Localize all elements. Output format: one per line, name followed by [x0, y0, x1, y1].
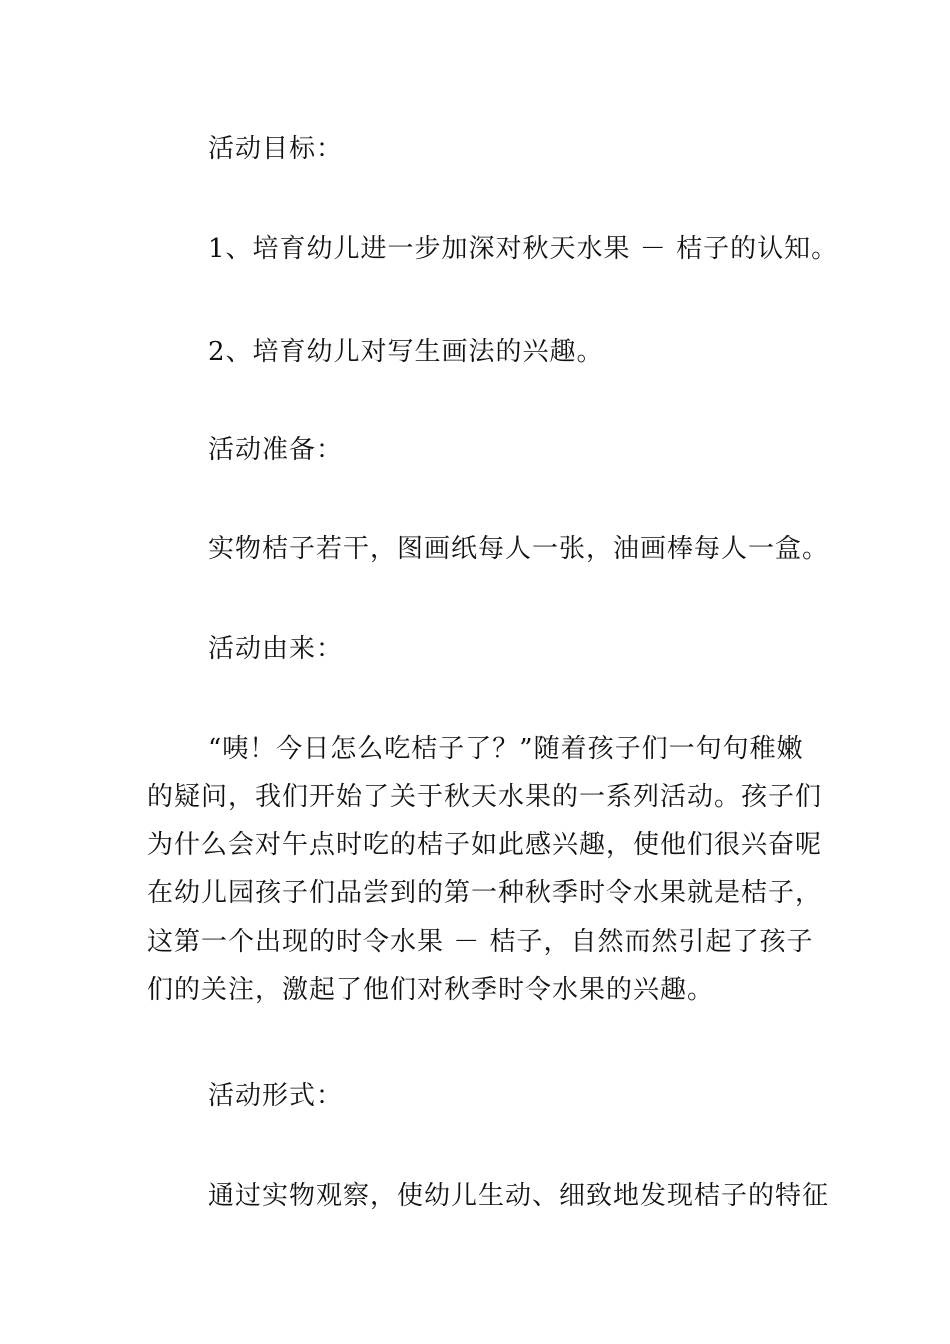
origin-paragraph-line: 们的关注，激起了他们对秋季时令水果的兴趣。 — [147, 975, 715, 1005]
origin-paragraph-line: 为什么会对午点时吃的桔子如此感兴趣，使他们很兴奋呢 — [147, 830, 823, 860]
goal-item-2: 2、培育幼儿对写生画法的兴趣。 — [208, 337, 604, 367]
origin-paragraph-line: 在幼儿园孩子们品尝到的第一种秋季时令水果就是桔子， — [147, 878, 823, 908]
goal-item-1: 1、培育幼儿进一步加深对秋天水果 － 桔子的认知。 — [208, 234, 839, 264]
goals-heading: 活动目标： — [208, 134, 344, 164]
prep-text: 实物桔子若干，图画纸每人一张，油画棒每人一盒。 — [208, 534, 830, 564]
form-text: 通过实物观察，使幼儿生动、细致地发现桔子的特征 — [208, 1181, 830, 1211]
origin-paragraph-line: “咦！今日怎么吃桔子了？”随着孩子们一句句稚嫩 — [208, 734, 804, 764]
form-heading: 活动形式： — [208, 1081, 344, 1111]
prep-heading: 活动准备： — [208, 435, 344, 465]
origin-heading: 活动由来： — [208, 634, 344, 664]
origin-paragraph-line: 的疑问，我们开始了关于秋天水果的一系列活动。孩子们 — [147, 782, 823, 812]
origin-paragraph-line: 这第一个出现的时令水果 － 桔子，自然而然引起了孩子 — [147, 927, 814, 957]
